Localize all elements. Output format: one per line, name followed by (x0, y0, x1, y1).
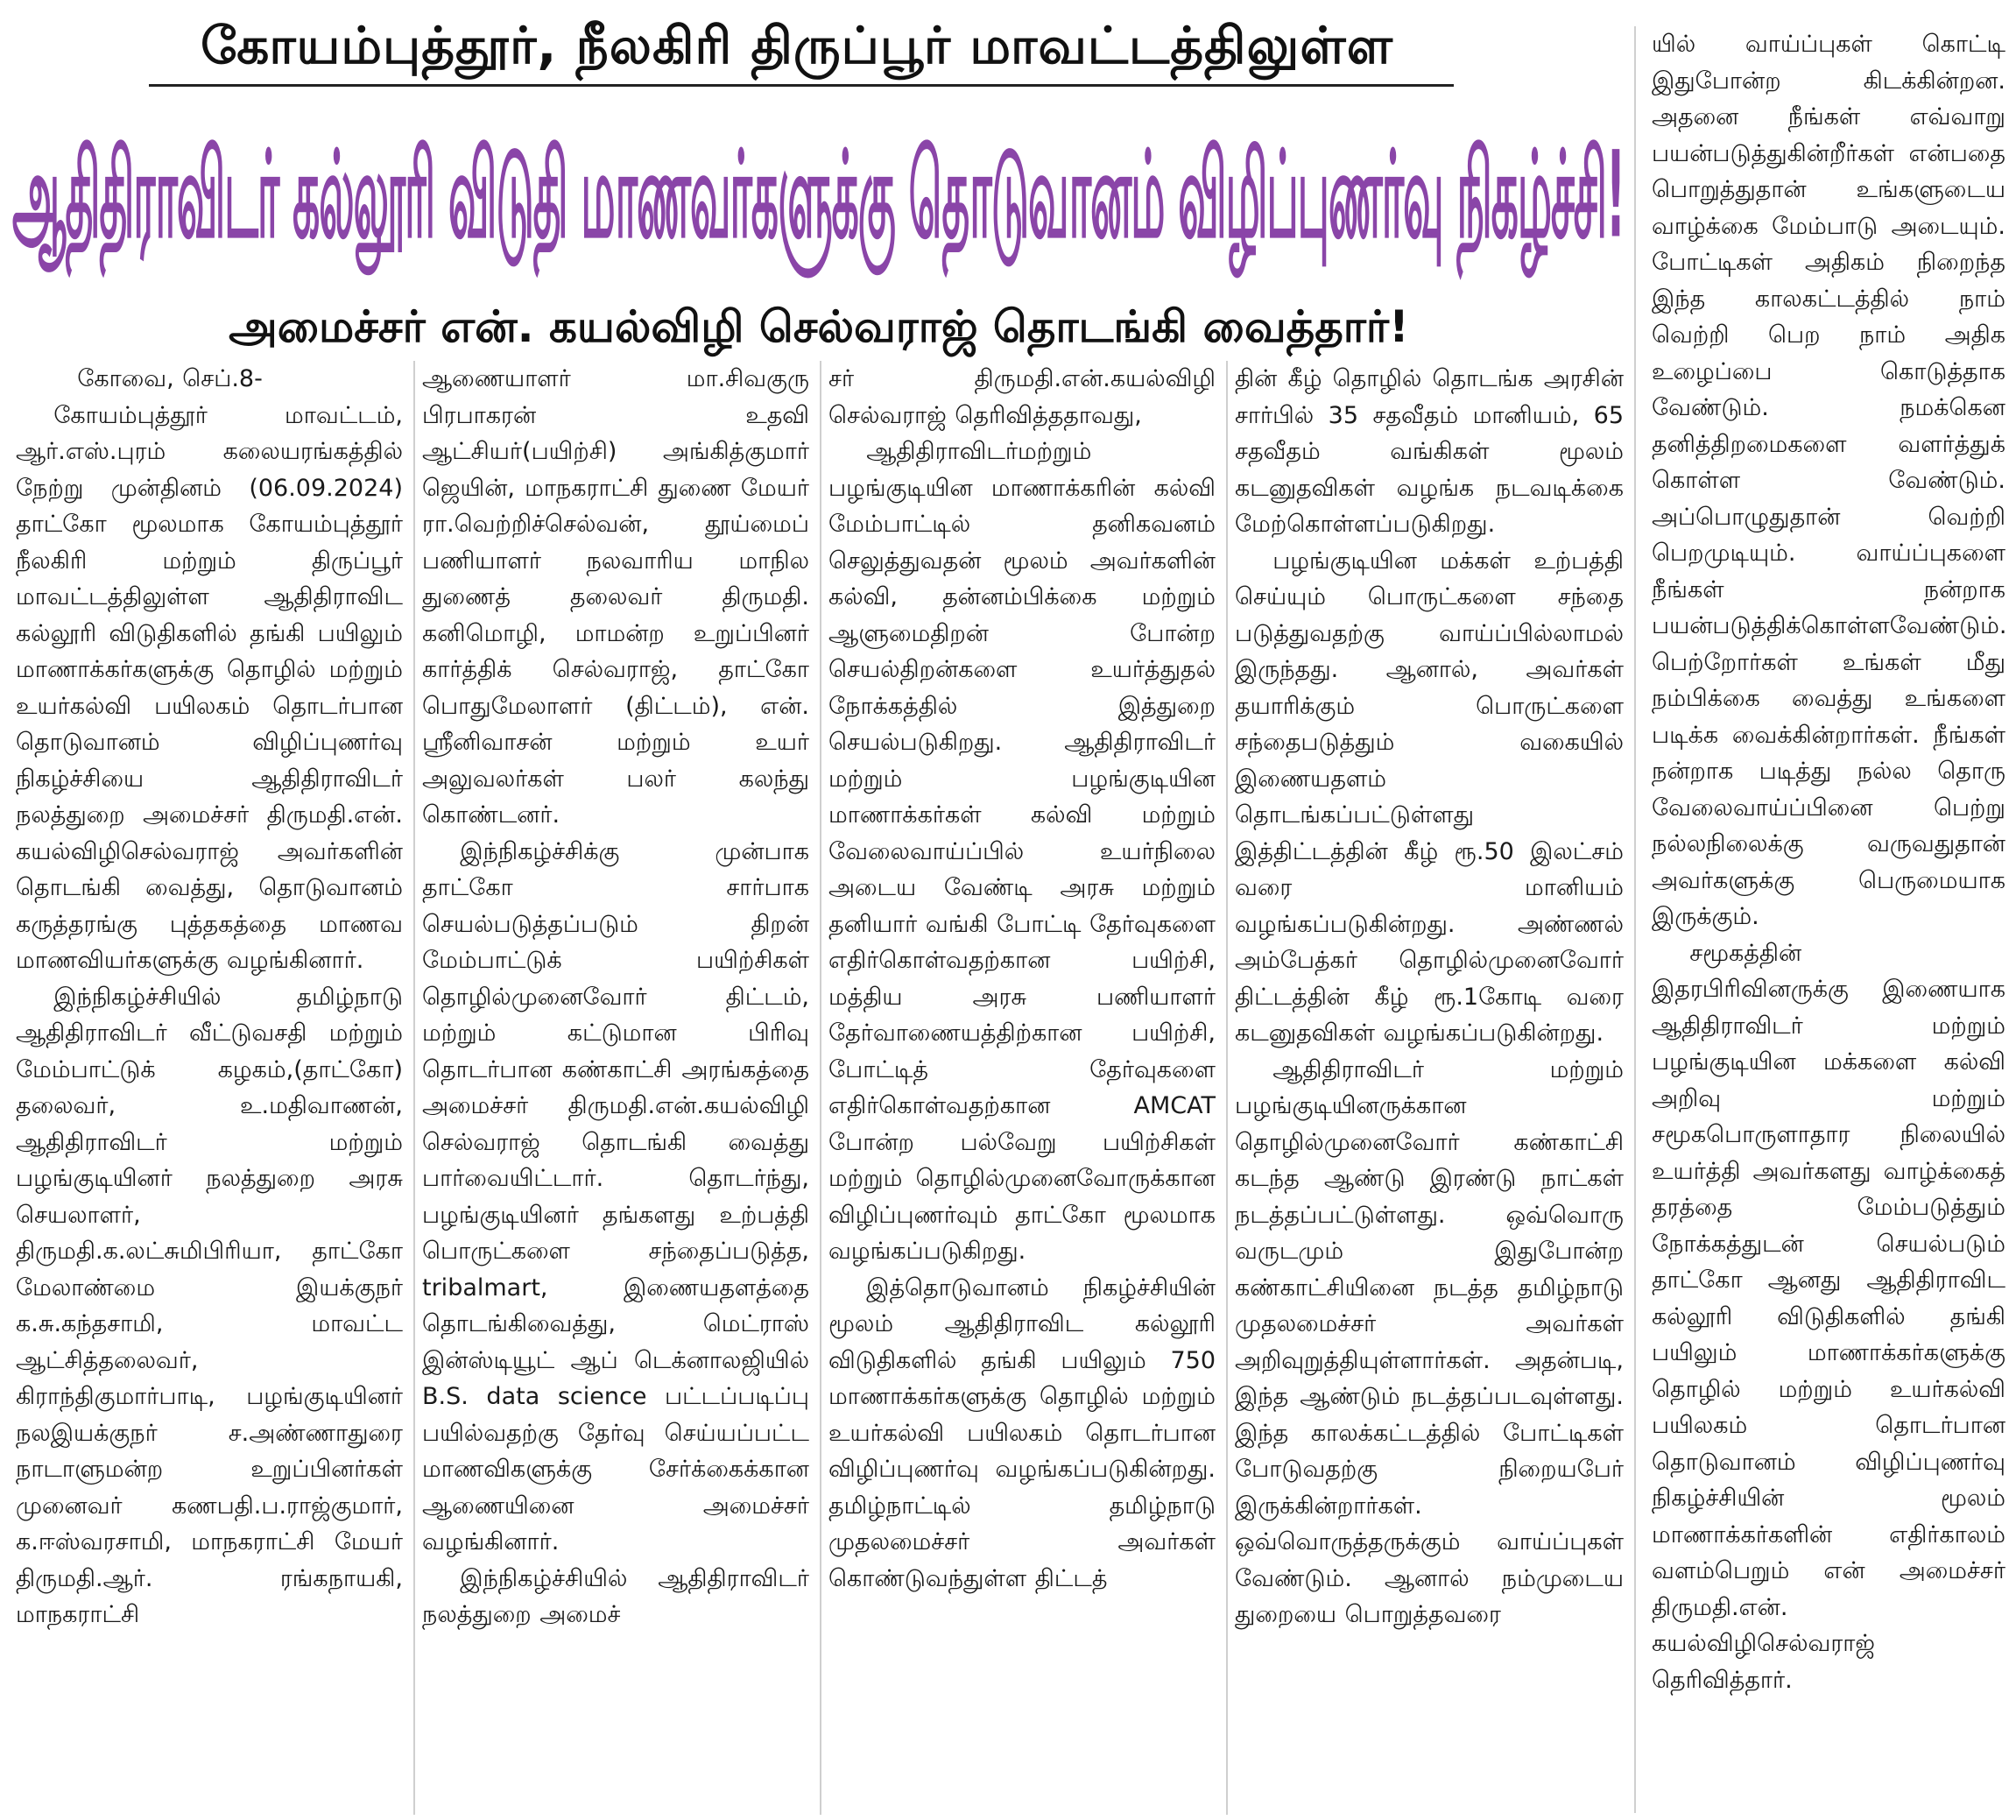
body-paragraph: தின் கீழ் தொழில் தொடங்க அரசின் சார்பில் 35 சதவீதம் மானியம், 65 சதவீதம் வங்கிகள் மூலம் கடனுதவிகள் வழங்க நடவடிக்கை மேற்கொள்ளப்படுகிறது. (1235, 365, 1624, 538)
article-headline: ஆதிதிராவிடர் கல்லூரி விடுதி மாணவர்களுக்கு தொடுவானம் விழிப்புணர்வு நிகழ்ச்சி! (12, 124, 1625, 265)
body-paragraph: இத்தொடுவானம் நிகழ்ச்சியின் மூலம் ஆதிதிராவிட கல்லூரி விடுதிகளில் தங்கி பயிலும் 750 மாணாக்கர்களுக்கு தொழில் மற்றும் உயர்கல்வி பயிலகம் தொடர்பான விழிப்புணர்வு வழங்கப்படுகின்றது. தமிழ்நாட்டில் தமிழ்நாடு முதலமைச்சர் அவர்கள் கொண்டுவந்துள்ள திட்டத் (828, 1273, 1216, 1592)
body-paragraph: சர் திருமதி.என்.கயல்விழி செல்வராஜ் தெரிவித்ததாவது, (828, 365, 1216, 429)
body-paragraph: யில் வாய்ப்புகள் கொட்டி இதுபோன்ற கிடக்கின்றன. அதனை நீங்கள் எவ்வாறு பயன்படுத்துகின்றீர்கள் என்பதை பொறுத்துதான் உங்களுடைய வாழ்க்கை மேம்பாடு அடையும். போட்டிகள் அதிகம் நிறைந்த இந்த காலகட்டத்தில் நாம் வெற்றி பெற நாம் அதிக உழைப்பை கொடுத்தாக வேண்டும். நமக்கென தனித்திறமைகளை வளர்த்துக் கொள்ள வேண்டும். அப்பொழுதுதான் வெற்றி பெறமுடியும். வாய்ப்புகளை நீங்கள் நன்றாக பயன்படுத்திக்கொள்ளவேண்டும். பெற்றோர்கள் உங்கள் மீது நம்பிக்கை வைத்து உங்களை படிக்க வைக்கின்றார்கள். நீங்கள் நன்றாக படித்து நல்ல தொரு வேலைவாய்ப்பினை பெற்று நல்லநிலைக்கு வருவதுதான் அவர்களுக்கு பெருமையாக இருக்கும். (1652, 31, 2007, 930)
body-paragraph: இந்நிகழ்ச்சிக்கு முன்பாக தாட்கோ சார்பாக செயல்படுத்தப்படும் திறன் மேம்பாட்டுக் பயிற்சிகள் தொழில்முனைவோர் திட்டம், மற்றும் கட்டுமான பிரிவு தொடர்பான கண்காட்சி அரங்கத்தை அமைச்சர் திருமதி.என்.கயல்விழி செல்வராஜ் தொடங்கி வைத்து பார்வையிட்டார். தொடர்ந்து, பழங்குடியினர் தங்களது உற்பத்தி பொருட்களை சந்தைப்படுத்த, tribalmart, இணையதளத்தை தொடங்கிவைத்து, மெட்ராஸ் இன்ஸ்டியூட் ஆப் டெக்னாலஜியில் B.S. data science பட்டப்படிப்பு பயில்வதற்கு தேர்வு செய்யப்பட்ட மாணவிகளுக்கு சேர்க்கைக்கான ஆணையினை அமைச்சர் வழங்கினார். (422, 837, 809, 1555)
kicker-divider (149, 84, 1454, 87)
article-column-2 (415, 361, 821, 1815)
body-paragraph: சமூகத்தின் இதரபிரிவினருக்கு இணையாக ஆதிதிராவிடர் மற்றும் பழங்குடியின மக்களை கல்வி அறிவு மற்றும் சமூகபொருளாதார நிலையில் உயர்த்தி அவர்களது வாழ்க்கைத் தரத்தை மேம்படுத்தும் நோக்கத்துடன் செயல்படும் தாட்கோ ஆனது ஆதிதிராவிட கல்லூரி விடுதிகளில் தங்கி பயிலும் மாணாக்கர்களுக்கு தொழில் மற்றும் உயர்கல்வி பயிலகம் தொடர்பான தொடுவானம் விழிப்புணர்வு நிகழ்ச்சியின் மூலம் மாணாக்கர்களின் எதிர்காலம் வளம்பெறும் என் அமைச்சர் திருமதி.என். கயல்விழிசெல்வராஜ் தெரிவித்தார். (1652, 939, 2005, 1694)
article-headline-box (9, 103, 1629, 287)
dateline: கோவை, செப்.8- (77, 365, 263, 392)
article-kicker: கோயம்புத்தூர், நீலகிரி திருப்பூர் மாவட்டத்திலுள்ள (201, 16, 1393, 75)
body-paragraph: இந்நிகழ்ச்சியில் தமிழ்நாடு ஆதிதிராவிடர் வீட்டுவசதி மற்றும் மேம்பாட்டுக் கழகம்,(தாட்கோ) தலைவர், உ.மதிவாணன், ஆதிதிராவிடர் மற்றும் பழங்குடியினர் நலத்துறை அரசு செயலாளர், திருமதி.க.லட்சுமிபிரியா, தாட்கோ மேலாண்மை இயக்குநர் க.சு.கந்தசாமி, மாவட்ட ஆட்சித்தலைவர், கிராந்திகுமார்பாடி, பழங்குடியினர் நலஇயக்குநர் ச.அண்ணாதுரை நாடாளுமன்ற உறுப்பினர்கள் முனைவர் கணபதி.ப.ராஜ்குமார், க.ஈஸ்வரசாமி, மாநகராட்சி மேயர் திருமதி.ஆர். ரங்கநாயகி, மாநகராட்சி (16, 983, 403, 1628)
article-column-5 (1634, 26, 2011, 1813)
article-subheadline: அமைச்சர் என். கயல்விழி செல்வராஜ் தொடங்கி வைத்தார்! (229, 301, 1409, 352)
article-body-columns (9, 361, 1634, 1815)
article-column-4 (1228, 361, 1634, 1815)
body-paragraph: இந்நிகழ்ச்சியில் ஆதிதிராவிடர் நலத்துறை அமைச் (422, 1564, 809, 1628)
body-paragraph: பழங்குடியின மக்கள் உற்பத்தி செய்யும் பொருட்களை சந்தை படுத்துவதற்கு வாய்ப்பில்லாமல் இருந்தது. ஆனால், அவர்கள் தயாரிக்கும் பொருட்களை சந்தைபடுத்தும் வகையில் இணையதளம் தொடங்கப்பட்டுள்ளது இத்திட்டத்தின் கீழ் ரூ.50 இலட்சம் வரை மானியம் வழங்கப்படுகின்றது. அண்ணல் அம்பேத்கர் தொழில்முனைவோர் திட்டத்தின் கீழ் ரூ.1கோடி வரை கடனுதவிகள் வழங்கப்படுகின்றது. (1235, 547, 1624, 1047)
article-column-3 (821, 361, 1228, 1815)
body-paragraph: ஆதிதிராவிடர்மற்றும் பழங்குடியின மாணாக்கரின் கல்வி மேம்பாட்டில் தனிகவனம் செலுத்துவதன் மூலம் அவர்களின் கல்வி, தன்னம்பிக்கை மற்றும் ஆளுமைதிறன் போன்ற செயல்திறன்களை உயர்த்துதல் நோக்கத்தில் இத்துறை செயல்படுகிறது. ஆதிதிராவிடர் மற்றும் பழங்குடியின மாணாக்கர்கள் கல்வி மற்றும் வேலைவாய்ப்பில் உயர்நிலை அடைய வேண்டி அரசு மற்றும் தனியார் வங்கி போட்டி தேர்வுகளை எதிர்கொள்வதற்கான பயிற்சி, மத்திய அரசு பணியாளர் தேர்வாணையத்திற்கான பயிற்சி, போட்டித் தேர்வுகளை எதிர்கொள்வதற்கான AMCAT போன்ற பல்வேறு பயிற்சிகள் மற்றும் தொழில்முனைவோருக்கான விழிப்புணர்வும் தாட்கோ மூலமாக வழங்கப்படுகிறது. (828, 438, 1216, 1265)
body-paragraph: ஆணையாளர் மா.சிவகுரு பிரபாகரன் உதவி ஆட்சியர்(பயிற்சி) அங்கித்குமார் ஜெயின், மாநகராட்சி துணை மேயர் ரா.வெற்றிச்செல்வன், தூய்மைப் பணியாளர் நலவாரிய மாநில துணைத் தலைவர் திருமதி. கனிமொழி, மாமன்ற உறுப்பினர் கார்த்திக் செல்வராஜ், தாட்கோ பொதுமேலாளர் (திட்டம்), என். ஸ்ரீனிவாசன் மற்றும் உயர் அலுவலர்கள் பலர் கலந்து கொண்டனர். (422, 365, 809, 829)
article-main-area (9, 0, 1634, 1820)
body-paragraph: ஆதிதிராவிடர் மற்றும் பழங்குடியினருக்கான தொழில்முனைவோர் கண்காட்சி கடந்த ஆண்டு இரண்டு நாட்கள் நடத்தப்பட்டுள்ளது. ஒவ்வொரு வருடமும் இதுபோன்ற கண்காட்சியினை நடத்த தமிழ்நாடு முதலமைச்சர் அவர்கள் அறிவுறுத்தியுள்ளார்கள். அதன்படி, இந்த ஆண்டும் நடத்தப்படவுள்ளது. இந்த காலக்கட்டத்தில் போட்டிகள் போடுவதற்கு நிறையபேர் இருக்கின்றார்கள். ஒவ்வொருத்தருக்கும் வாய்ப்புகள் வேண்டும். ஆனால் நம்முடைய துறையை பொறுத்தவரை (1235, 1055, 1624, 1628)
article-column-1 (9, 361, 415, 1815)
body-paragraph: கோயம்புத்தூர் மாவட்டம், ஆர்.எஸ்.புரம் கலையரங்கத்தில் நேற்று முன்தினம் (06.09.2024) தாட்கோ மூலமாக கோயம்புத்தூர் நீலகிரி மற்றும் திருப்பூர் மாவட்டத்திலுள்ள ஆதிதிராவிட கல்லூரி விடுதிகளில் தங்கி பயிலும் மாணாக்கர்களுக்கு தொழில் மற்றும் உயர்கல்வி பயிலகம் தொடர்பான தொடுவானம் விழிப்புணர்வு நிகழ்ச்சியை ஆதிதிராவிடர் நலத்துறை அமைச்சர் திருமதி.என். கயல்விழிசெல்வராஜ் அவர்களின் தொடங்கி வைத்து, தொடுவானம் கருத்தரங்கு புத்தகத்தை மாணவ மாணவியர்களுக்கு வழங்கினார். (16, 401, 403, 974)
